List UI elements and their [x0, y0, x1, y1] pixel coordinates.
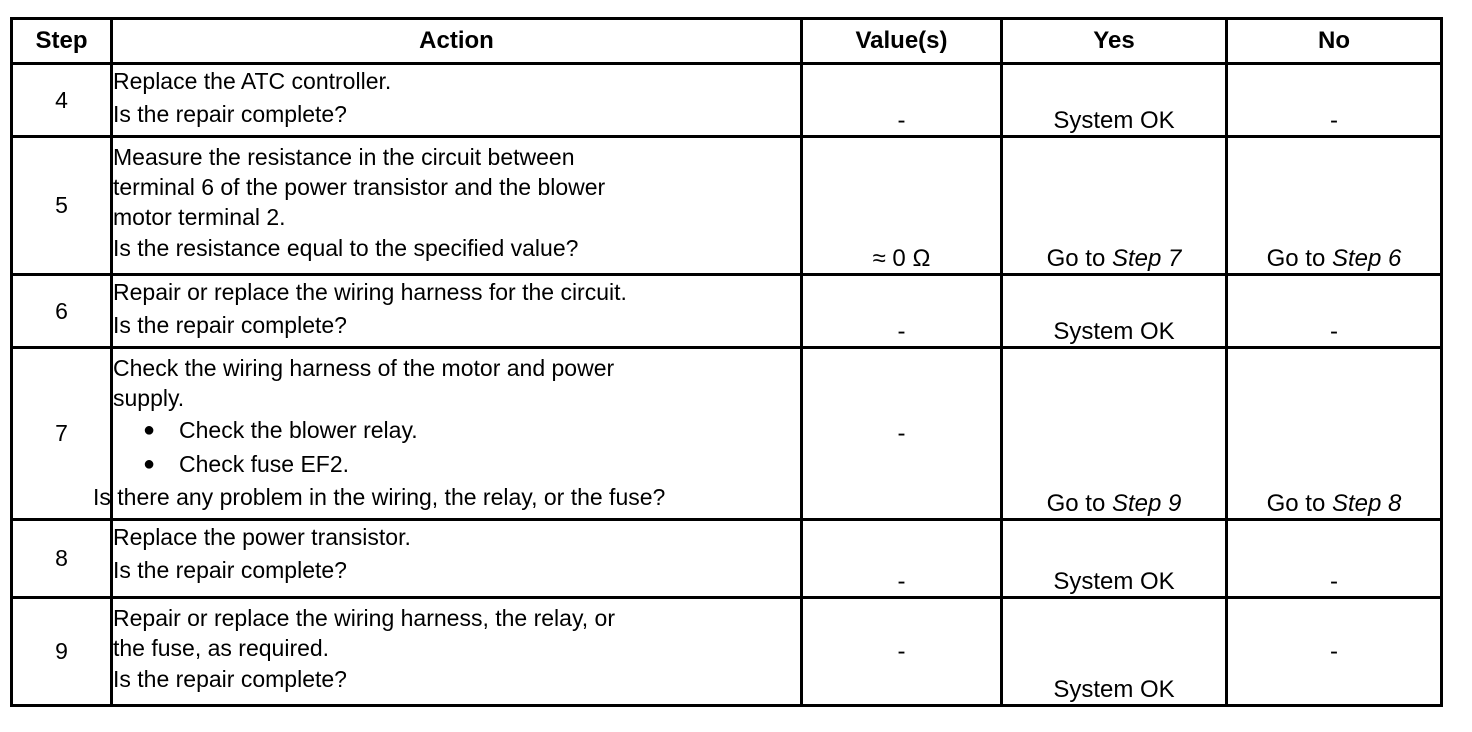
action-question: Is the resistance equal to the specified value?: [113, 235, 579, 261]
action-question: Is the repair complete?: [113, 312, 347, 338]
action-question: Is the repair complete?: [113, 666, 347, 692]
header-values: Value(s): [802, 19, 1002, 64]
action-line: Measure the resistance in the circuit between: [113, 144, 575, 170]
goto-label: Go to: [1046, 245, 1106, 272]
table-row: [12, 275, 1442, 348]
action-cell: [112, 137, 802, 275]
value-cell: -: [802, 275, 1002, 348]
goto-step-link: Step 7: [1111, 245, 1182, 272]
no-cell: -: [1227, 64, 1442, 137]
action-line: Replace the ATC controller.: [113, 68, 392, 94]
step-number: 6: [12, 275, 112, 348]
yes-cell: [1002, 137, 1227, 275]
diagnostic-table: [10, 17, 1443, 707]
action-question: Is there any problem in the wiring, the relay, or the fuse?: [93, 484, 666, 510]
table-row: [12, 137, 1442, 275]
step-number: 8: [12, 520, 112, 598]
step-number: 4: [12, 64, 112, 137]
goto-step-link: Step 8: [1331, 490, 1402, 517]
action-line: supply.: [113, 385, 185, 411]
yes-cell: System OK: [1002, 520, 1227, 598]
action-cell: [112, 275, 802, 348]
header-yes: Yes: [1002, 19, 1227, 64]
action-line: Repair or replace the wiring harness, the relay, or: [113, 605, 615, 631]
goto-label: Go to: [1266, 490, 1326, 517]
action-question: Is the repair complete?: [113, 101, 347, 127]
table-row: [12, 348, 1442, 520]
step-number: 5: [12, 137, 112, 275]
action-line: the fuse, as required.: [113, 635, 330, 661]
yes-cell: System OK: [1002, 64, 1227, 137]
action-cell: [112, 64, 802, 137]
table-row: [12, 520, 1442, 598]
goto-label: Go to: [1266, 245, 1326, 272]
header-row: [12, 19, 1442, 64]
action-line: Replace the power transistor.: [113, 524, 411, 550]
check-list: [113, 413, 800, 481]
table-row: [12, 598, 1442, 706]
no-cell: -: [1227, 275, 1442, 348]
action-question: Is the repair complete?: [113, 557, 347, 583]
no-cell: -: [1227, 598, 1442, 706]
action-cell: [112, 598, 802, 706]
action-cell: [93, 348, 802, 520]
goto-label: Go to: [1046, 490, 1106, 517]
no-cell: -: [1227, 520, 1442, 598]
table-row: [12, 64, 1442, 137]
yes-cell: [1002, 348, 1227, 520]
no-cell: [1227, 137, 1442, 275]
action-line: terminal 6 of the power transistor and the blower: [113, 174, 606, 200]
action-line: Check the wiring harness of the motor and power: [113, 355, 615, 381]
list-item: ● Check the blower relay.: [143, 413, 800, 447]
value-cell: -: [802, 598, 1002, 706]
step-number: 7: [12, 348, 112, 520]
value-cell: -: [802, 348, 1002, 520]
step-number: 9: [12, 598, 112, 706]
value-cell: -: [802, 520, 1002, 598]
value-cell: ≈ 0 Ω: [802, 137, 1002, 275]
action-line: motor terminal 2.: [113, 204, 286, 230]
header-action: Action: [112, 19, 802, 64]
value-cell: -: [802, 64, 1002, 137]
action-line: Repair or replace the wiring harness for the circuit.: [113, 279, 627, 305]
action-cell: [112, 520, 802, 598]
goto-step-link: Step 6: [1331, 245, 1402, 272]
header-step: Step: [12, 19, 112, 64]
no-cell: [1227, 348, 1442, 520]
yes-cell: System OK: [1002, 598, 1227, 706]
list-item: ● Check fuse EF2.: [143, 447, 800, 481]
yes-cell: System OK: [1002, 275, 1227, 348]
header-no: No: [1227, 19, 1442, 64]
goto-step-link: Step 9: [1111, 490, 1182, 517]
